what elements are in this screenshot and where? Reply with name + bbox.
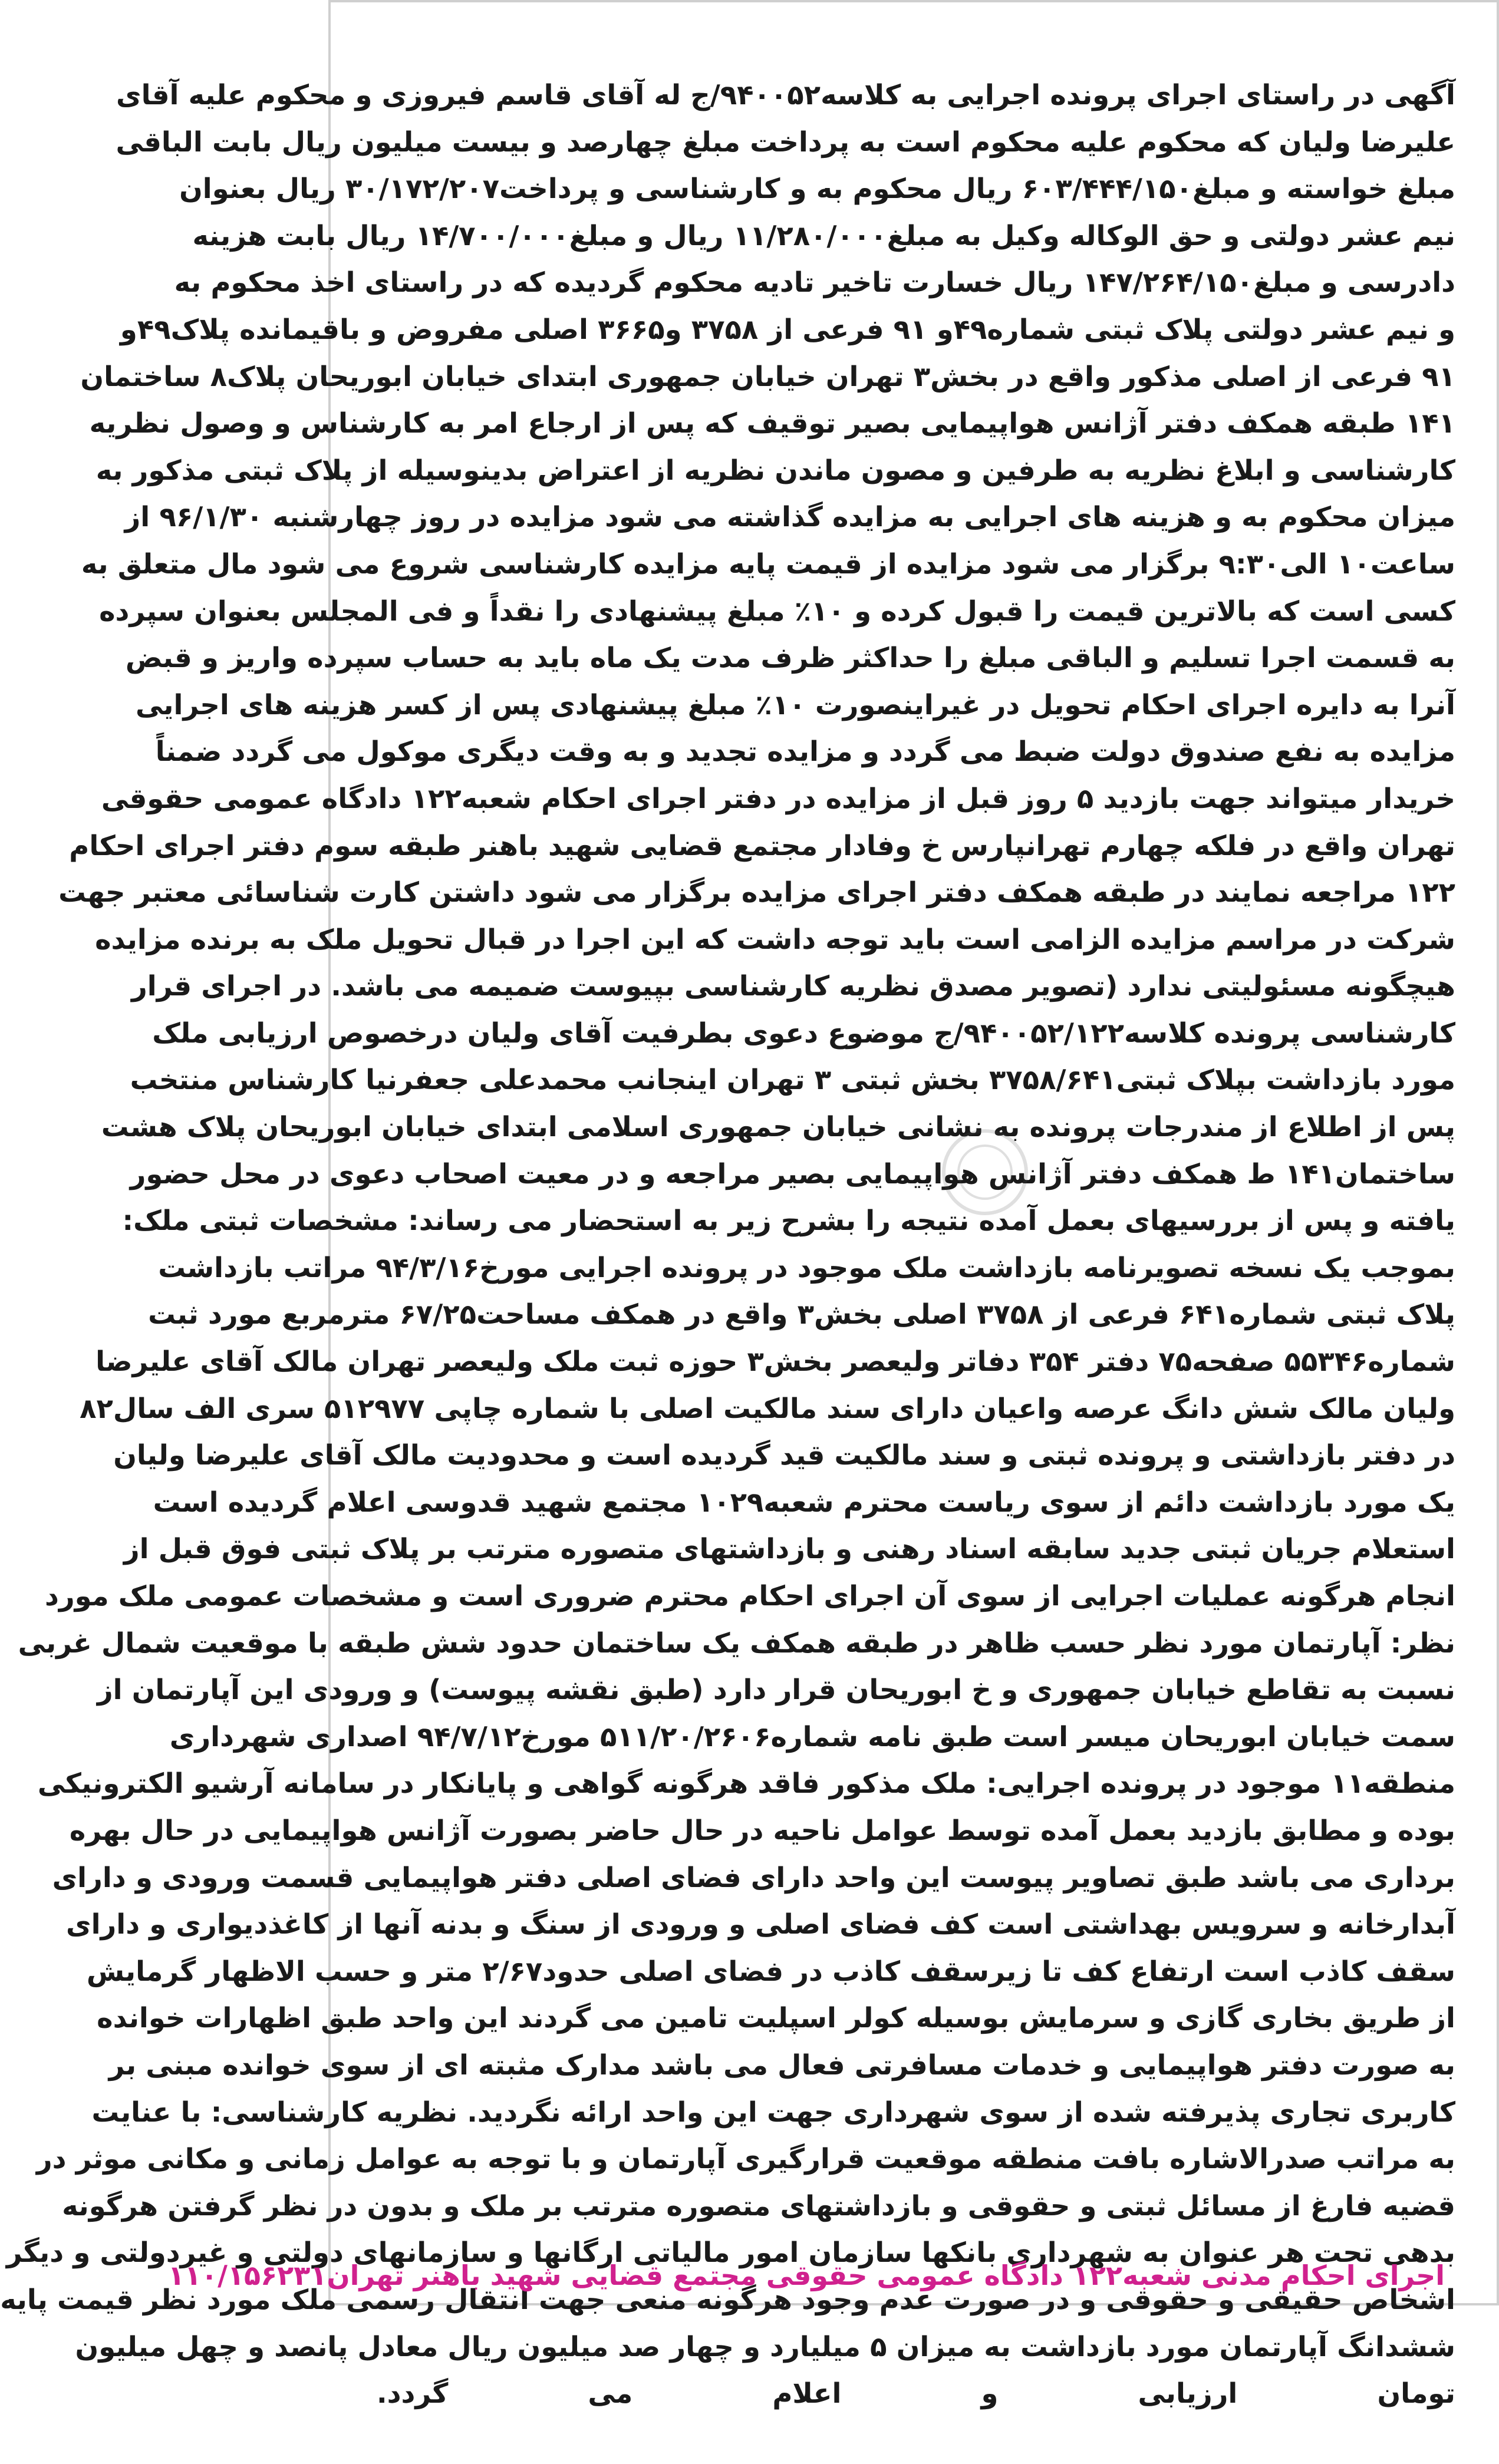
notice-line: تهران واقع در فلکه چهارم تهرانپارس خ وفادار مجتمع قضایی شهید باهنر طبقه سوم دفتر اجرای احکام [69,829,1455,862]
notice-line: دادرسی و مبلغ۱۴۷/۲۶۴/۱۵۰ ریال خسارت تاخیر تادیه محکوم گردیده که در راستای اخذ محکوم به [174,266,1455,299]
notice-line: آگهی در راستای اجرای پرونده اجرایی به کلاسه۹۴۰۰۵۲/ج له آقای قاسم فیروزی و محکوم علیه آقای [116,79,1455,111]
notice-line: مبلغ خواسته و مبلغ۶۰۳/۴۴۴/۱۵۰ ریال محکوم به و کارشناسی و پرداخت۳۰/۱۷۲/۲۰۷ ریال بعنوان [179,173,1455,205]
notice-line: خریدار میتواند جهت بازدید ۵ روز قبل از مزایده در دفتر اجرای احکام شعبه۱۲۲ دادگاه عمومی حقوقی [101,782,1455,814]
notice-line: یافته و پس از بررسیهای بعمل آمده نتیجه را بشرح زیر به استحضار می رساند: مشخصات ثبتی ملک: [122,1205,1455,1237]
notice-line: کاربری تجاری پذیرفته شده از سوی شهرداری جهت این واحد ارائه نگردید. نظریه کارشناسی: با عنایت [91,2096,1455,2128]
notice-line: بموجب یک نسخه تصویرنامه بازداشت ملک موجود در پرونده اجرایی مورخ۹۴/۳/۱۶ مراتب بازداشت [158,1251,1455,1284]
notice-line: از طریق بخاری گازی و سرمایش بوسیله کولر اسپلیت تامین می گردند این واحد طبق اظهارات خوانده [97,2002,1455,2034]
notice-line: بدهی تحت هر عنوان به شهرداری بانکها سازمان امور مالیاتی ارگانها و سازمانهای دولتی و غیردولتی و دیگر [6,2237,1455,2269]
notice-line: منطقه۱۱ موجود در پرونده اجرایی: ملک مذکور فاقد هرگونه گواهی و پایانکار در سامانه آرشیو الکترونیکی [37,1767,1455,1800]
notice-line: آنرا به دایره اجرای احکام تحویل در غیراینصورت ۱۰٪ مبلغ پیشنهادی پس از کسر هزینه های اجرایی [136,688,1455,721]
notice-line: تومان ارزیابی و اعلام می گردد. [377,2377,1455,2410]
notice-line: سقف کاذب است ارتفاع کف تا زیرسقف کاذب در فضای اصلی حدود۲/۶۷ متر و حسب الاظهار گرمایش [86,1955,1455,1987]
notice-line: برداری می باشد طبق تصاویر پیوست این واحد دارای فضای اصلی دفتر هواپیمایی قسمت ورودی و دارای [52,1861,1455,1894]
notice-line: پلاک ثبتی شماره۶۴۱ فرعی از ۳۷۵۸ اصلی بخش۳ واقع در همکف مساحت۶۷/۲۵ مترمربع مورد ثبت [148,1298,1455,1331]
issuer-text: اجرای احکام مدنی شعبه۱۲۲ دادگاه عمومی حقوقی مجتمع قضایی شهید باهنر تهران [327,2260,1445,2291]
notice-line: قضیه فارغ از مسائل ثبتی و حقوقی و بازداشتهای متصوره مترتب بر ملک و بدون در نظر گرفتن هرگونه [62,2189,1455,2222]
notice-line: سمت خیابان ابوریحان میسر است طبق نامه شماره۵۱۱/۲۰/۲۶۰۶ مورخ۹۴/۷/۱۲ اصداری شهرداری [169,1720,1455,1753]
notice-line: انجام هرگونه عملیات اجرایی از سوی آن اجرای احکام محترم ضروری است و مشخصات عمومی ملک مورد [45,1580,1455,1612]
notice-line: هیچگونه مسئولیتی ندارد (تصویر مصدق نظریه کارشناسی بپیوست ضمیمه می باشد. در اجرای قرار [131,970,1455,1002]
notice-line: میزان محکوم به و هزینه های اجرایی به مزایده گذاشته می شود مزایده در روز چهارشنبه ۹۶/۱/۳۰ از [124,501,1455,533]
notice-line: ۱۲۲ مراجعه نمایند در طبقه همکف دفتر اجرای مزایده برگزار می شود داشتن کارت شناسائی معتبر جهت [58,876,1455,909]
notice-line: شرکت در مراسم مزایده الزامی است باید توجه داشت که این اجرا در قبال تحویل ملک به برنده مزایده [95,923,1455,955]
notice-line: ساختمان۱۴۱ ط همکف دفتر آژانس هواپیمایی بصیر مراجعه و در معیت اصحاب دعوی در محل حضور [130,1157,1455,1190]
watermark-logo-icon [926,1122,1044,1222]
notice-line: مورد بازداشت بپلاک ثبتی۳۷۵۸/۶۴۱ بخش ثبتی ۳ تهران اینجانب محمدعلی جعفرنیا کارشناس منتخب [130,1064,1455,1096]
notice-line: نسبت به تقاطع خیابان جمهوری و خ ابوریحان قرار دارد (طبق نقشه پیوست) و ورودی این آپارتمان از [97,1674,1455,1706]
notice-line: در دفتر بازداشتی و پرونده ثبتی و سند مالکیت قید گردیده است و محدودیت مالک آقای علیرضا ولیان [113,1439,1455,1472]
notice-line: به صورت دفتر هواپیمایی و خدمات مسافرتی فعال می باشد مدارک مثبته ای از سوی خوانده مبنی بر [108,2049,1455,2081]
notice-line: شماره۵۵۳۴۶ صفحه۷۵ دفتر ۳۵۴ دفاتر ولیعصر بخش۳ حوزه ثبت ملک ولیعصر تهران مالک آقای علیرضا [95,1345,1455,1378]
notice-line: ۹۱ فرعی از اصلی مذکور واقع در بخش۳ تهران خیابان جمهوری ابتدای خیابان ابوریحان پلاک۸ ساختمان [80,360,1455,392]
notice-line: به مراتب صدرالاشاره بافت منطقه موقعیت قرارگیری آپارتمان و با توجه به عوامل زمانی و مکانی موثر در [36,2143,1455,2175]
notice-line: نیم عشر دولتی و حق الوکاله وکیل به مبلغ۱۱/۲۸۰/۰۰۰ ریال و مبلغ۱۴/۷۰۰/۰۰۰ ریال بابت هزینه [192,219,1455,252]
notice-line: کسی است که بالاترین قیمت را قبول کرده و ۱۰٪ مبلغ پیشنهادی را نقداً و فی المجلس بعنوان سپرده [99,595,1455,627]
notice-line: ششدانگ آپارتمان مورد بازداشت به میزان ۵ میلیارد و چهار صد میلیون ریال معادل پانصد و چهل میلیون [75,2330,1455,2363]
notice-line [377,2417,1455,2464]
notice-line: علیرضا ولیان که محکوم علیه محکوم است به پرداخت مبلغ چهارصد و بیست میلیون ریال بابت الباقی [116,126,1455,158]
notice-line: یک مورد بازداشت دائم از سوی ریاست محترم شعبه۱۰۲۹ مجتمع شهید قدوسی اعلام گردیده است [153,1486,1455,1518]
notice-line: ساعت۱۰ الی۹:۳۰ برگزار می شود مزایده از قیمت پایه مزایده کارشناسی شروع می شود مال متعلق به [81,547,1455,580]
notice-line: کارشناسی پرونده کلاسه۹۴۰۰۵۲/۱۲۲/ج موضوع دعوی بطرفیت آقای ولیان درخصوص ارزیابی ملک [152,1017,1455,1049]
notice-line: نظر: آپارتمان مورد نظر حسب ظاهر در طبقه همکف یک ساختمان حدود شش طبقه با موقعیت شمال غربی [18,1627,1455,1659]
notice-line: آبدارخانه و سرویس بهداشتی است کف فضای اصلی و ورودی از سنگ و بدنه آنها از کاغذدیواری و دارای [65,1908,1455,1941]
notice-line: کارشناسی و ابلاغ نظریه به طرفین و مصون ماندن نظریه از اعتراض بدینوسیله از پلاک ثبتی مذکور به [95,454,1455,486]
notice-line: مزایده به نفع صندوق دولت ضبط می گردد و مزایده تجدید و به وقت دیگری موکول می گردد ضمناً [155,735,1455,768]
notice-number: ۱۱۰/۱۵۶۲۳۱ [167,2260,327,2291]
notice-footer [167,2255,1445,2296]
notice-line: پس از اطلاع از مندرجات پرونده به نشانی خیابان جمهوری اسلامی ابتدای خیابان ابوریحان پلاک هشت [101,1111,1455,1143]
notice-line: بوده و مطابق بازدید بعمل آمده توسط عوامل ناحیه در حال حاضر بصورت آژانس هواپیمایی در حال بهره [69,1814,1455,1846]
notice-line: استعلام جریان ثبتی جدید سابقه اسناد رهنی و بازداشتهای متصوره مترتب بر پلاک ثبتی فوق قبل از [123,1533,1455,1565]
notice-line: ۱۴۱ طبقه همکف دفتر آژانس هواپیمایی بصیر توقیف که پس از ارجاع امر به کارشناس و وصول نظریه [89,407,1455,440]
notice-line: و نیم عشر دولتی پلاک ثبتی شماره۴۹و ۹۱ فرعی از ۳۷۵۸ و۳۶۶۵ اصلی مفروض و باقیمانده پلاک۴۹و [120,313,1455,345]
notice-line: به قسمت اجرا تسلیم و الباقی مبلغ را حداکثر ظرف مدت یک ماه باید به حساب سپرده واریز و قبض [125,642,1455,674]
notice-line: اشخاص حقیقی و حقوقی و در صورت عدم وجود هرگونه منعی جهت انتقال رسمی ملک مورد نظر قیمت پایه [0,2283,1455,2315]
notice-line: ولیان مالک شش دانگ عرصه واعیان دارای سند مالکیت اصلی با شماره چاپی ۵۱۲۹۷۷ سری الف سال۸۲ [80,1392,1455,1424]
